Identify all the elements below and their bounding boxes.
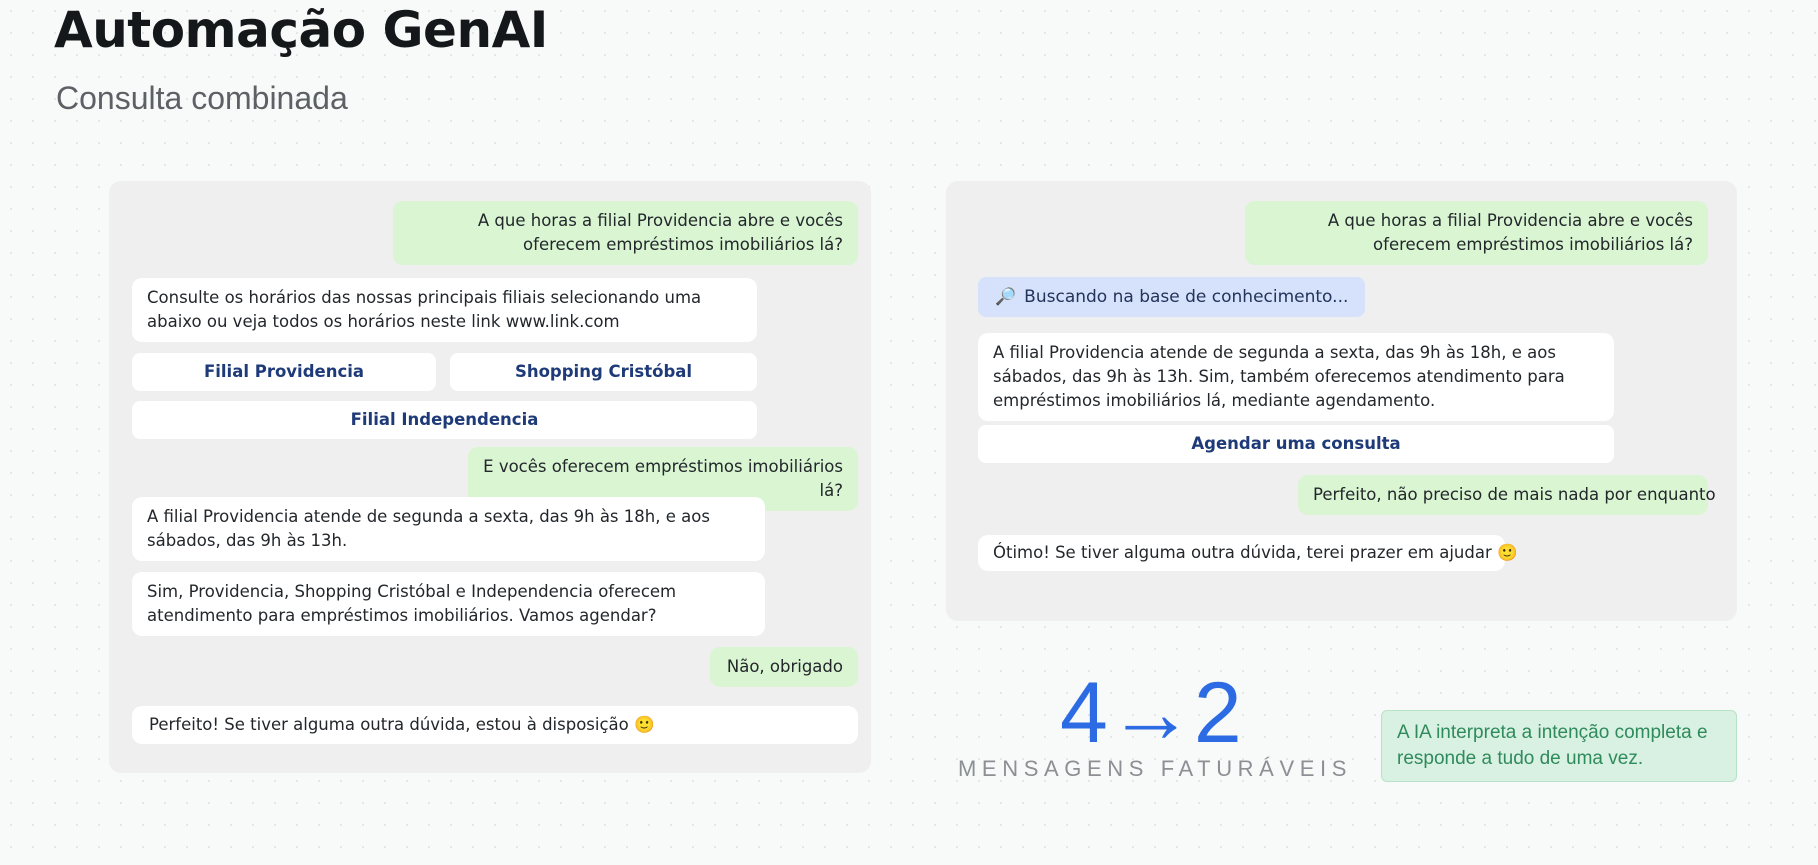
option-button-shopping-cristobal[interactable]: Shopping Cristóbal <box>450 353 757 391</box>
magnifier-icon: 🔎 <box>995 287 1017 307</box>
option-button-filial-independencia[interactable]: Filial Independencia <box>132 401 757 439</box>
bot-message: A filial Providencia atende de segunda a sexta, das 9h às 18h, e aos sábados, das 9h às 13h. Sim, também oferecemos atendimento para empréstimos imobiliários lá, mediante agendamento. <box>978 333 1614 421</box>
bot-message: A filial Providencia atende de segunda a sexta, das 9h às 18h, e aos sábados, das 9h às 13h. <box>132 497 765 561</box>
user-message: E vocês oferecem empréstimos imobiliários lá? <box>468 447 858 511</box>
page-title: Automação GenAI <box>54 1 548 59</box>
searching-status <box>978 277 1365 317</box>
searching-status-text: Buscando na base de conhecimento... <box>1024 287 1349 307</box>
insight-note: A IA interpreta a intenção completa e responde a tudo de uma vez. <box>1381 710 1737 782</box>
user-message: Perfeito, não preciso de mais nada por enquanto <box>1298 475 1708 515</box>
bot-message: Perfeito! Se tiver alguma outra dúvida, estou à disposição 🙂 <box>132 706 858 744</box>
schedule-appointment-button[interactable]: Agendar uma consulta <box>978 425 1614 463</box>
user-message: Não, obrigado <box>710 647 858 687</box>
bot-message: Sim, Providencia, Shopping Cristóbal e Independencia oferecem atendimento para empréstimos imobiliários. Vamos agendar? <box>132 572 765 636</box>
page-subtitle: Consulta combinada <box>56 80 348 116</box>
bot-message: Consulte os horários das nossas principais filiais selecionando uma abaixo ou veja todos os horários neste link www.link.com <box>132 278 757 342</box>
option-button-filial-providencia[interactable]: Filial Providencia <box>132 353 436 391</box>
billable-messages-label: MENSAGENS FATURÁVEIS <box>958 756 1352 781</box>
bot-message: Ótimo! Se tiver alguma outra dúvida, terei prazer em ajudar 🙂 <box>978 535 1505 571</box>
billable-messages-stat: 4→2 <box>1060 665 1242 761</box>
user-message: A que horas a filial Providencia abre e vocês oferecem empréstimos imobiliários lá? <box>393 201 858 265</box>
user-message: A que horas a filial Providencia abre e vocês oferecem empréstimos imobiliários lá? <box>1245 201 1708 265</box>
